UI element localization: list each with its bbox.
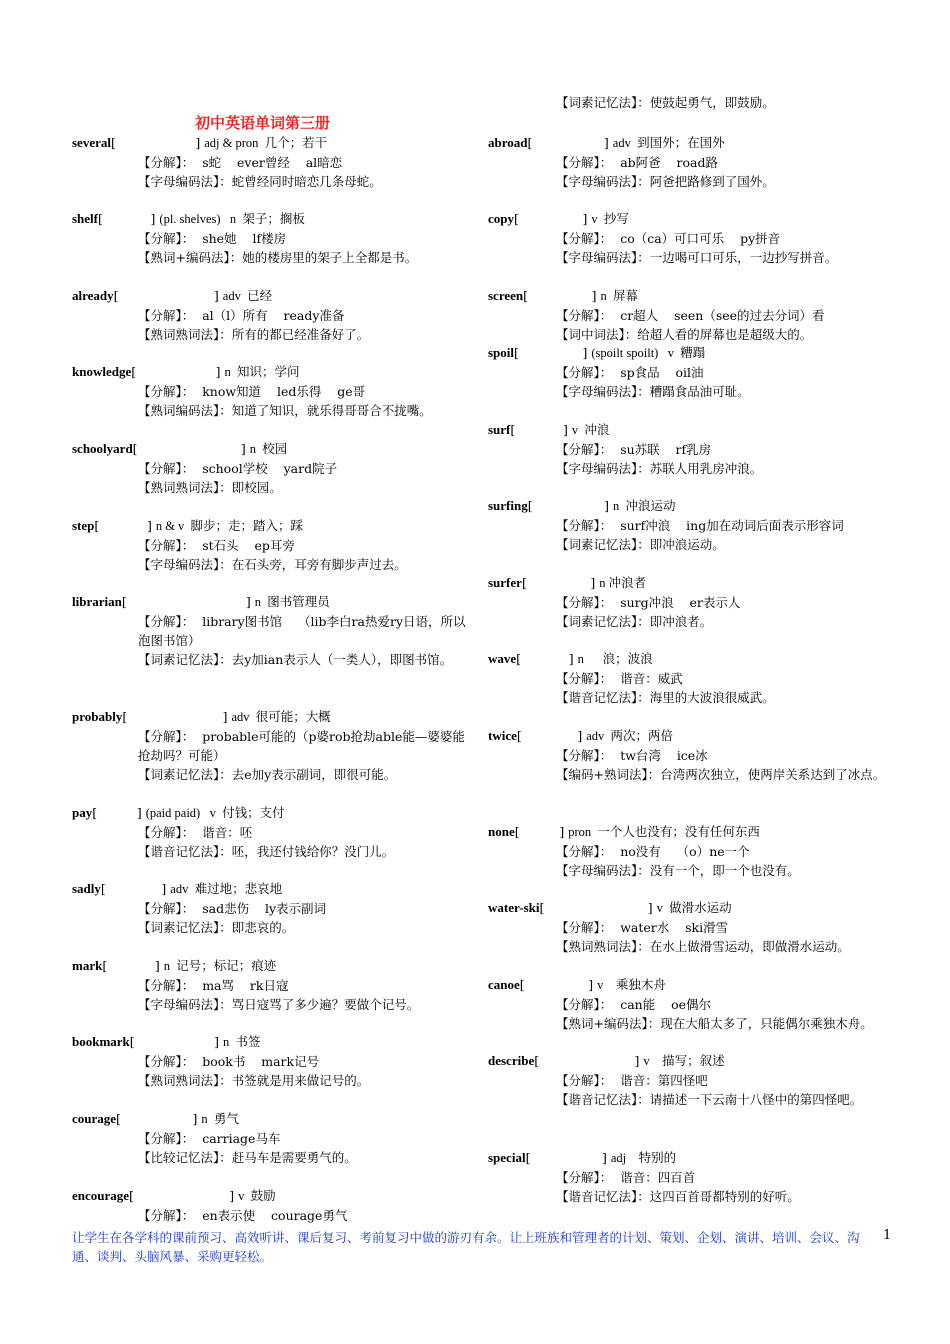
phonetic-bracket: [ ]	[519, 977, 594, 992]
memory-method-line: 【字母编码法】：苏联人用乳房冲浪。	[556, 461, 763, 476]
definition: n 浪；波浪	[577, 652, 653, 666]
breakdown-line: 【分解】： 谐音：威武	[556, 671, 683, 686]
headword: none	[488, 824, 515, 839]
word-entry	[488, 420, 898, 478]
headword: librarian	[72, 594, 122, 609]
phonetic-bracket: [ ]	[122, 709, 228, 724]
memory-method-line: 【词素记忆法】：去y加ian表示人（一类人），即图书馆。	[138, 652, 453, 667]
breakdown-line: 【分解】： s蛇 ever曾经 al暗恋	[138, 155, 343, 170]
breakdown-line: 【分解】： al（l）所有 ready准备	[138, 308, 345, 323]
memory-method-line: 【谐音记忆法】：呸，我还付钱给你？没门儿。	[138, 844, 395, 859]
breakdown-line: 【分解】： 谐音：呸	[138, 825, 253, 840]
headword: surfer	[488, 575, 522, 590]
definition: (spoilt spoilt) v 糟蹋	[591, 346, 706, 360]
headword: abroad	[488, 135, 528, 150]
phonetic-bracket: [ ]	[121, 594, 251, 609]
definition: (pl. shelves) n 架子；搁板	[159, 212, 305, 226]
definition: n 勇气	[201, 1112, 239, 1126]
breakdown-line: 【分解】： she她 lf楼房	[138, 231, 287, 246]
breakdown-line: 【分解】： tw台湾 ice冰	[556, 748, 708, 763]
phonetic-bracket: [ ]	[539, 900, 653, 915]
word-entry	[488, 573, 898, 631]
definition: n & v 脚步；走；踏入；踩	[155, 519, 304, 533]
memory-method-line: 【字母编码法】：糟蹋食品油可耻。	[556, 384, 750, 399]
word-entry	[488, 133, 898, 191]
breakdown-line: 【分解】： can能 oe偶尔	[556, 997, 712, 1012]
word-entry	[488, 209, 898, 267]
entry-headline	[72, 1032, 477, 1052]
headword: pay	[72, 805, 93, 820]
breakdown-line: 【分解】： ma骂 rk日寇	[138, 978, 289, 993]
page-number: 1	[883, 1228, 892, 1243]
memory-method-line: 【谐音记忆法】：这四百首哥都特别的好听。	[556, 1189, 800, 1204]
entry-headline	[488, 649, 898, 669]
headword: spoil	[488, 345, 515, 360]
memory-method-line: 【谐音记忆法】：海里的大波浪很威武。	[556, 690, 775, 705]
phonetic-bracket: [ ]	[527, 135, 609, 150]
definition: n 图书管理员	[254, 595, 330, 609]
word-entry	[488, 286, 898, 344]
definition: v 做滑水运动	[656, 901, 732, 915]
memory-method-line: 【词素记忆法】：即冲浪者。	[556, 614, 713, 629]
breakdown-line: 【分解】： surf冲浪 ing加在动词后面表示形容词	[556, 518, 844, 533]
phonetic-bracket: [ ]	[527, 498, 610, 513]
memory-method-line: 【比较记忆法】：赶马车是需要勇气的。	[138, 1150, 357, 1165]
breakdown-line: 【分解】： know知道 led乐得 ge哥	[138, 384, 366, 399]
phonetic-bracket: [ ]	[131, 364, 221, 379]
phonetic-bracket: [ ]	[116, 1111, 198, 1126]
word-entry	[72, 803, 477, 861]
entry-headline	[72, 286, 477, 306]
definition: adj 特别的	[610, 1151, 677, 1165]
memory-method-line: 【字母编码法】：一边喝可口可乐，一边抄写拼音。	[556, 250, 838, 265]
phonetic-bracket: [ ]	[523, 288, 597, 303]
entry-headline	[72, 362, 477, 382]
phonetic-bracket: [ ]	[514, 211, 588, 226]
breakdown-line: 【分解】： co（ca）可口可乐 py拼音	[556, 231, 781, 246]
definition: adv 到国外；在国外	[612, 136, 725, 150]
entry-headline	[488, 209, 898, 229]
breakdown-line: 【分解】： 谐音：第四怪吧	[556, 1073, 708, 1088]
definition: adv 难过地；悲哀地	[170, 882, 283, 896]
memory-method-line: 【字母编码法】：阿爸把路修到了国外。	[556, 174, 775, 189]
headword: already	[72, 288, 114, 303]
word-entry	[488, 975, 898, 1033]
word-entry	[72, 439, 477, 497]
phonetic-bracket: [ ]	[100, 881, 167, 896]
headword: schoolyard	[72, 441, 133, 456]
breakdown-line: 【分解】： probable可能的（p婆rob抢劫able能—婆婆能抢劫吗？可能）	[138, 729, 465, 763]
word-entry	[72, 1032, 477, 1090]
entry-headline	[72, 1186, 477, 1206]
breakdown-line: 【分解】： surg冲浪 er表示人	[556, 595, 741, 610]
memory-method-line: 【熟词熟词法】：在水上做滑雪运动，即做滑水运动。	[556, 939, 850, 954]
definition: adv 两次；两倍	[586, 729, 674, 743]
entry-headline	[488, 420, 898, 440]
headword: screen	[488, 288, 524, 303]
memory-method-line: 【熟词熟词法】：所有的都已经准备好了。	[138, 327, 370, 342]
word-entry	[72, 516, 477, 574]
entry-headline	[488, 133, 898, 153]
phonetic-bracket: [ ]	[113, 288, 219, 303]
breakdown-line: 【分解】： cr超人 seen（see的过去分词）看	[556, 308, 825, 323]
memory-method-line: 【编码+熟词法】：台湾两次独立，使两岸关系达到了冰点。	[556, 767, 886, 782]
phonetic-bracket: [ ]	[129, 1034, 220, 1049]
phonetic-bracket: [ ]	[94, 518, 152, 533]
word-entry	[72, 209, 477, 267]
entry-headline	[488, 343, 898, 363]
breakdown-line: 【分解】： 谐音：四百首	[556, 1170, 696, 1185]
entry-headline	[488, 1148, 898, 1168]
breakdown-line: 【分解】： no没有 （o）ne一个	[556, 844, 750, 859]
entry-headline	[72, 803, 477, 823]
entry-headline	[488, 822, 898, 842]
entry-headline	[72, 439, 477, 459]
word-entry	[72, 286, 477, 344]
headword: special	[488, 1150, 526, 1165]
memory-method-line: 【熟词熟词法】：即校园。	[138, 480, 282, 495]
headword: step	[72, 518, 95, 533]
entry-headline	[72, 707, 477, 727]
memory-method-line: 【词中词法】：给超人看的屏幕也是超级大的。	[556, 327, 813, 342]
breakdown-line: 【分解】： sad悲伤 ly表示副词	[138, 901, 327, 916]
definition: n 知识；学问	[224, 365, 300, 379]
word-entry	[72, 133, 477, 191]
definition: adv 已经	[222, 289, 273, 303]
memory-method-line: 【词素记忆法】：即冲浪运动。	[556, 537, 725, 552]
word-entry	[488, 1148, 898, 1206]
definition: v 乘独木舟	[597, 978, 666, 992]
headword: describe	[488, 1053, 535, 1068]
phonetic-bracket: [ ]	[98, 211, 156, 226]
word-entry	[488, 649, 898, 707]
word-entry	[488, 726, 898, 784]
phonetic-bracket: [ ]	[129, 1188, 235, 1203]
entry-headline	[488, 496, 898, 516]
breakdown-line: 【分解】： school学校 yard院子	[138, 461, 338, 476]
word-entry	[72, 362, 477, 420]
definition: pron 一个人也没有；没有任何东西	[568, 825, 760, 839]
headword: encourage	[72, 1188, 130, 1203]
memory-method-line: 【熟词熟词法】：书签就是用来做记号的。	[138, 1073, 370, 1088]
breakdown-line: 【分解】： library图书馆 （lib李白ra热爱ry日语，所以泡图书馆）	[138, 614, 466, 648]
entry-headline	[72, 592, 477, 612]
headword: surfing	[488, 498, 528, 513]
definition: n 屏幕	[600, 289, 638, 303]
memory-method-line: 【熟词+编码法】：现在大船太多了，只能偶尔乘独木舟。	[556, 1016, 873, 1031]
memory-method-line: 【字母编码法】：蛇曾经同时暗恋几条母蛇。	[138, 174, 382, 189]
entry-headline	[72, 879, 477, 899]
memory-method-line: 【字母编码法】：骂日寇骂了多少遍？要做个记号。	[138, 997, 420, 1012]
memory-method-line: 【熟词+编码法】：她的楼房里的架子上全都是书。	[138, 250, 418, 265]
headword: courage	[72, 1111, 117, 1126]
entry-headline	[72, 956, 477, 976]
breakdown-line: 【分解】： sp食品 oil油	[556, 365, 704, 380]
headword: twice	[488, 728, 517, 743]
breakdown-line: 【分解】： en表示使 courage勇气	[138, 1208, 348, 1223]
phonetic-bracket: [ ]	[92, 805, 142, 820]
definition: v 抄写	[591, 212, 629, 226]
word-entry	[72, 1186, 477, 1225]
word-entry	[488, 1051, 898, 1109]
definition: n 冲浪者	[599, 576, 647, 590]
phonetic-bracket: [ ]	[102, 958, 160, 973]
entry-headline	[488, 573, 898, 593]
memory-method-line: 【字母编码法】：没有一个，即一个也没有。	[556, 863, 800, 878]
headword: several	[72, 135, 111, 150]
breakdown-line: 【分解】： book书 mark记号	[138, 1054, 320, 1069]
entry-headline	[72, 1109, 477, 1129]
memory-method-line: 【字母编码法】：在石头旁，耳旁有脚步声过去。	[138, 557, 407, 572]
memory-method-line: 【词素记忆法】：去e加y表示副词，即很可能。	[138, 767, 397, 782]
phonetic-bracket: [ ]	[516, 651, 574, 666]
word-entry	[72, 707, 477, 784]
definition: v 鼓励	[238, 1189, 276, 1203]
breakdown-line: 【分解】： carriage马车	[138, 1131, 281, 1146]
phonetic-bracket: [ ]	[534, 1053, 640, 1068]
phonetic-bracket: [ ]	[514, 345, 588, 360]
headword: probably	[72, 709, 123, 724]
entry-headline	[488, 898, 898, 918]
entry-headline	[488, 1051, 898, 1071]
word-entry	[488, 822, 898, 880]
entry-headline	[72, 209, 477, 229]
definition: n 记号；标记；痕迹	[163, 959, 277, 973]
phonetic-bracket: [ ]	[132, 441, 246, 456]
definition: v 冲浪	[571, 423, 610, 437]
memory-method-line: 【谐音记忆法】：请描述一下云南十八怪中的第四怪吧。	[556, 1092, 863, 1107]
headword: copy	[488, 211, 514, 226]
definition: (paid paid) v 付钱；支付	[145, 806, 285, 820]
definition: n 校园	[249, 442, 288, 456]
footer-text: 让学生在各学科的课前预习、高效听讲、课后复习、考前复习中做的游刃有余。让上班族和管理者的计划、策划、企划、演讲、培训、会议、沟通、谈判、头脑风暴、采购更轻松。	[72, 1230, 860, 1264]
entry-headline	[72, 133, 477, 153]
memory-method-line: 【熟词编码法】：知道了知识，就乐得哥哥合不拢嘴。	[138, 403, 432, 418]
breakdown-line: 【分解】： water水 ski滑雪	[556, 920, 729, 935]
headword: surf	[488, 422, 511, 437]
entry-headline	[488, 286, 898, 306]
definition: n 书签	[223, 1035, 261, 1049]
headword: bookmark	[72, 1034, 130, 1049]
word-entry	[72, 1109, 477, 1167]
word-entry	[488, 343, 898, 401]
phonetic-bracket: [ ]	[516, 728, 583, 743]
entry-headline	[72, 516, 477, 536]
headword: wave	[488, 651, 517, 666]
breakdown-line: 【分解】： su苏联 rf乳房	[556, 442, 712, 457]
phonetic-bracket: [ ]	[110, 135, 201, 150]
definition: n 冲浪运动	[613, 499, 676, 513]
word-entry	[72, 592, 477, 669]
entry-headline	[488, 726, 898, 746]
headword: knowledge	[72, 364, 132, 379]
top-note: 【词素记忆法】：使鼓起勇气，即鼓励。	[556, 95, 775, 110]
headword: mark	[72, 958, 103, 973]
phonetic-bracket: [ ]	[521, 575, 596, 590]
headword: canoe	[488, 977, 520, 992]
definition: adv 很可能；大概	[231, 710, 331, 724]
phonetic-bracket: [ ]	[525, 1150, 607, 1165]
breakdown-line: 【分解】： ab阿爸 road路	[556, 155, 718, 170]
word-entry	[72, 879, 477, 937]
definition: v 描写；叙述	[643, 1054, 725, 1068]
phonetic-bracket: [ ]	[514, 824, 565, 839]
phonetic-bracket: [ ]	[510, 422, 568, 437]
definition: adj & pron 几个；若干	[204, 136, 328, 150]
headword: water-ski	[488, 900, 540, 915]
breakdown-line: 【分解】： st石头 ep耳旁	[138, 538, 295, 553]
page-title: 初中英语单词第三册	[195, 114, 331, 132]
word-entry	[72, 956, 477, 1014]
headword: sadly	[72, 881, 101, 896]
word-entry	[488, 898, 898, 956]
entry-headline	[488, 975, 898, 995]
headword: shelf	[72, 211, 98, 226]
memory-method-line: 【词素记忆法】：即悲哀的。	[138, 920, 295, 935]
word-entry	[488, 496, 898, 554]
